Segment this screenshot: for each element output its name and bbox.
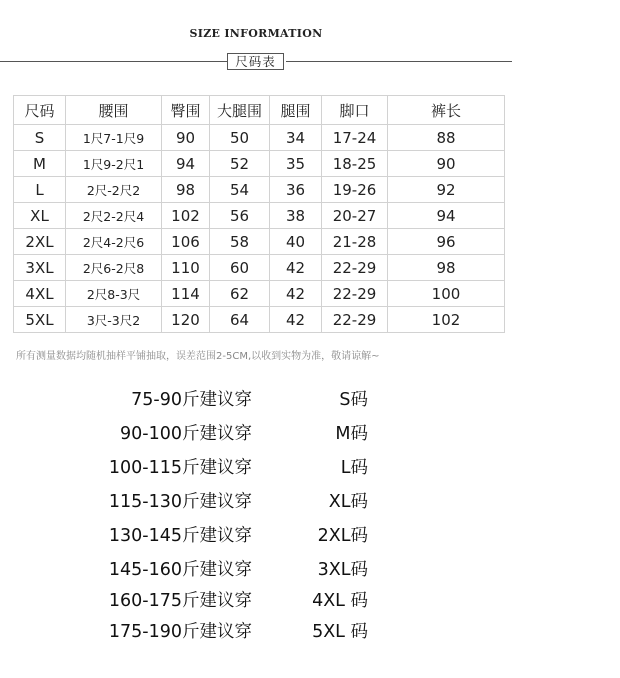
table-cell: 3尺-3尺2 [66, 307, 162, 333]
recommendation-row [0, 420, 620, 448]
table-cell: 19-26 [322, 177, 388, 203]
column-header: 臀围 [162, 96, 210, 125]
column-header: 裤长 [388, 96, 505, 125]
table-cell: 114 [162, 281, 210, 307]
table-cell: 22-29 [322, 281, 388, 307]
recommendation-row [0, 522, 620, 550]
column-header: 大腿围 [210, 96, 270, 125]
table-cell: 42 [270, 255, 322, 281]
table-cell: 5XL [14, 307, 66, 333]
table-cell: 4XL [14, 281, 66, 307]
recommended-size: 5XL 码 [312, 622, 368, 642]
table-row [14, 203, 505, 229]
recommended-size: M码 [335, 424, 368, 444]
table-cell: 102 [388, 307, 505, 333]
table-cell: 40 [270, 229, 322, 255]
table-cell: 21-28 [322, 229, 388, 255]
table-cell: 94 [388, 203, 505, 229]
table-cell: 102 [162, 203, 210, 229]
recommended-size: 4XL 码 [312, 591, 368, 611]
recommendation-row [0, 556, 620, 584]
column-header: 脚口 [322, 96, 388, 125]
table-cell: M [14, 151, 66, 177]
table-cell: 2尺-2尺2 [66, 177, 162, 203]
table-cell: 56 [210, 203, 270, 229]
table-cell: 22-29 [322, 307, 388, 333]
table-cell: 42 [270, 307, 322, 333]
table-row [14, 229, 505, 255]
table-cell: XL [14, 203, 66, 229]
table-cell: 120 [162, 307, 210, 333]
table-cell: 52 [210, 151, 270, 177]
weight-range: 145-160斤建议穿 [108, 560, 252, 580]
header-rule-left [0, 61, 227, 62]
table-cell: 92 [388, 177, 505, 203]
table-cell: 18-25 [322, 151, 388, 177]
table-cell: 38 [270, 203, 322, 229]
recommended-size: L码 [340, 458, 368, 478]
weight-range: 90-100斤建议穿 [120, 424, 252, 444]
size-chart-subtitle: 尺码表 [227, 53, 284, 70]
table-cell: 50 [210, 125, 270, 151]
size-table [13, 95, 505, 333]
table-cell: 94 [162, 151, 210, 177]
table-cell: 88 [388, 125, 505, 151]
table-cell: 54 [210, 177, 270, 203]
table-row [14, 177, 505, 203]
table-row [14, 125, 505, 151]
weight-range: 100-115斤建议穿 [108, 458, 252, 478]
table-row [14, 307, 505, 333]
table-cell: 62 [210, 281, 270, 307]
recommendation-row [0, 386, 620, 414]
table-cell: S [14, 125, 66, 151]
header-rule-right [286, 61, 512, 62]
table-cell: 2XL [14, 229, 66, 255]
recommended-size: 2XL码 [317, 526, 368, 546]
table-cell: L [14, 177, 66, 203]
table-cell: 98 [388, 255, 505, 281]
weight-range: 75-90斤建议穿 [131, 390, 252, 410]
table-cell: 106 [162, 229, 210, 255]
column-header: 尺码 [14, 96, 66, 125]
table-cell: 3XL [14, 255, 66, 281]
size-information-title: SIZE INFORMATION [189, 27, 323, 40]
weight-range: 160-175斤建议穿 [108, 591, 252, 611]
weight-range: 175-190斤建议穿 [108, 622, 252, 642]
recommended-size: 3XL码 [317, 560, 368, 580]
table-cell: 2尺6-2尺8 [66, 255, 162, 281]
table-cell: 60 [210, 255, 270, 281]
table-cell: 34 [270, 125, 322, 151]
recommendation-row [0, 587, 620, 615]
recommended-size: S码 [339, 390, 368, 410]
weight-range: 115-130斤建议穿 [108, 492, 252, 512]
column-header: 腰围 [66, 96, 162, 125]
weight-range: 130-145斤建议穿 [108, 526, 252, 546]
table-row [14, 255, 505, 281]
table-header-row [14, 96, 505, 125]
column-header: 腿围 [270, 96, 322, 125]
table-cell: 98 [162, 177, 210, 203]
table-cell: 2尺8-3尺 [66, 281, 162, 307]
recommended-size: XL码 [328, 492, 368, 512]
measurement-note: 所有测量数据均随机抽样平铺抽取，误差范围2-5CM,以收到实物为准，敬请谅解~ [16, 351, 380, 362]
table-cell: 22-29 [322, 255, 388, 281]
table-cell: 90 [162, 125, 210, 151]
table-cell: 96 [388, 229, 505, 255]
table-cell: 36 [270, 177, 322, 203]
table-row [14, 281, 505, 307]
table-cell: 110 [162, 255, 210, 281]
table-cell: 20-27 [322, 203, 388, 229]
table-cell: 90 [388, 151, 505, 177]
table-cell: 100 [388, 281, 505, 307]
table-cell: 42 [270, 281, 322, 307]
table-row [14, 151, 505, 177]
recommendation-row [0, 488, 620, 516]
table-cell: 1尺9-2尺1 [66, 151, 162, 177]
table-cell: 35 [270, 151, 322, 177]
table-cell: 1尺7-1尺9 [66, 125, 162, 151]
table-cell: 64 [210, 307, 270, 333]
table-cell: 58 [210, 229, 270, 255]
table-cell: 17-24 [322, 125, 388, 151]
table-cell: 2尺2-2尺4 [66, 203, 162, 229]
table-cell: 2尺4-2尺6 [66, 229, 162, 255]
recommendation-row [0, 454, 620, 482]
recommendation-row [0, 618, 620, 646]
